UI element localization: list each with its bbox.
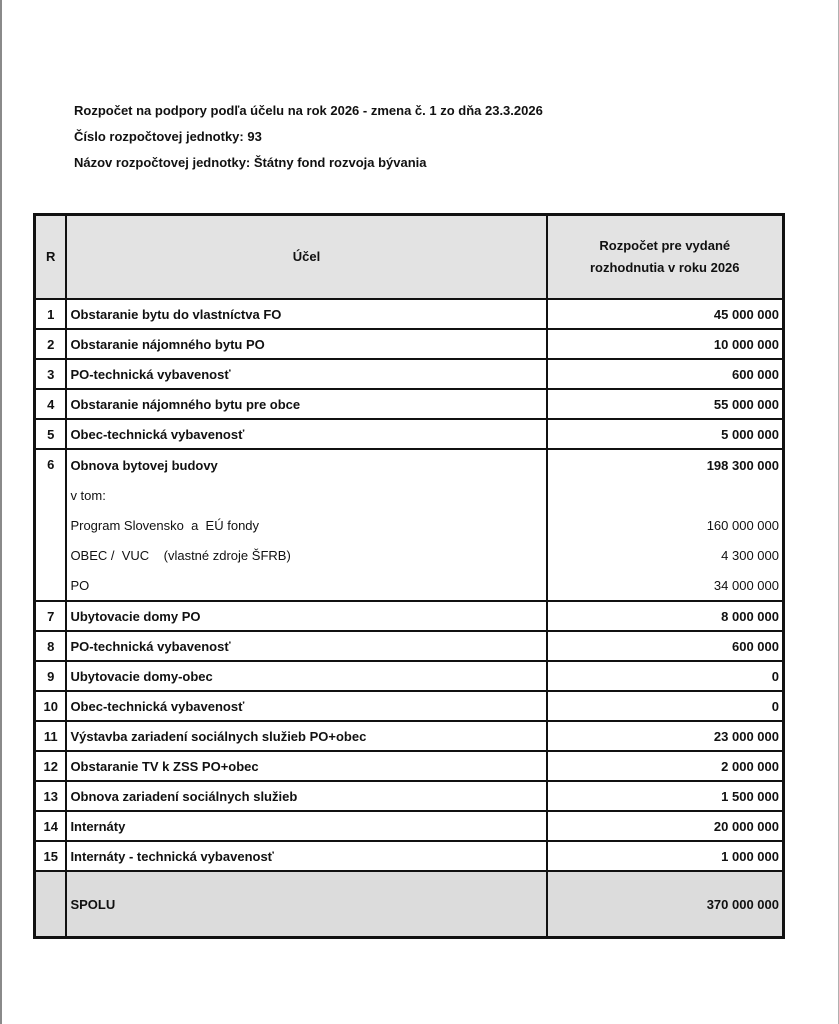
unit-name: Názov rozpočtovej jednotky: Štátny fond rozvoja bývania (74, 155, 427, 170)
breakdown-label: PO (66, 570, 546, 601)
table-header-row (35, 215, 784, 300)
page-edge-left (0, 0, 2, 1024)
row-amount: 198 300 000 (547, 449, 784, 480)
row-number: 15 (35, 841, 67, 871)
row-amount: 600 000 (547, 631, 784, 661)
row-label: Obnova bytovej budovy (66, 449, 546, 480)
column-header-ucel: Účel (66, 215, 546, 300)
table-row (35, 329, 784, 359)
table-row (35, 781, 784, 811)
total-row (35, 871, 784, 938)
table-row (35, 751, 784, 781)
table-row (35, 661, 784, 691)
row-number: 4 (35, 389, 67, 419)
total-amount: 370 000 000 (547, 871, 784, 938)
row-number: 13 (35, 781, 67, 811)
row-label: PO-technická vybavenosť (66, 359, 546, 389)
row-amount: 2 000 000 (547, 751, 784, 781)
row-number: 3 (35, 359, 67, 389)
row-amount: 5 000 000 (547, 419, 784, 449)
row-amount: 45 000 000 (547, 299, 784, 329)
budget-table (33, 213, 785, 939)
row-amount: 600 000 (547, 359, 784, 389)
column-header-r: R (35, 215, 67, 300)
row-label: Obstaranie nájomného bytu PO (66, 329, 546, 359)
table-row (35, 841, 784, 871)
document-title: Rozpočet na podpory podľa účelu na rok 2026 - zmena č. 1 zo dňa 23.3.2026 (74, 103, 543, 118)
column-header-amount (547, 215, 784, 300)
column-header-amount-line1: Rozpočet pre vydané (599, 238, 731, 253)
row-label: Ubytovacie domy-obec (66, 661, 546, 691)
row-number: 1 (35, 299, 67, 329)
row-amount: 10 000 000 (547, 329, 784, 359)
breakdown-intro-row (35, 480, 784, 510)
table-row (35, 721, 784, 751)
breakdown-label: Program Slovensko a EÚ fondy (66, 510, 546, 540)
row-amount: 8 000 000 (547, 601, 784, 631)
row-label: Internáty - technická vybavenosť (66, 841, 546, 871)
row-amount: 1 500 000 (547, 781, 784, 811)
row-number: 9 (35, 661, 67, 691)
row-number: 2 (35, 329, 67, 359)
row-label: PO-technická vybavenosť (66, 631, 546, 661)
row-number: 10 (35, 691, 67, 721)
table-row (35, 631, 784, 661)
breakdown-amount: 34 000 000 (547, 570, 784, 601)
row-number: 12 (35, 751, 67, 781)
total-number (35, 871, 67, 938)
row-label: Obstaranie bytu do vlastníctva FO (66, 299, 546, 329)
row-number: 14 (35, 811, 67, 841)
row-label: Obnova zariadení sociálnych služieb (66, 781, 546, 811)
row-amount: 0 (547, 661, 784, 691)
row-label: Obstaranie nájomného bytu pre obce (66, 389, 546, 419)
table-row (35, 691, 784, 721)
table-row (35, 449, 784, 480)
row-number: 6 (35, 449, 67, 601)
row-number: 8 (35, 631, 67, 661)
table-row (35, 359, 784, 389)
breakdown-intro-amount (547, 480, 784, 510)
table-row (35, 811, 784, 841)
document-header (74, 98, 543, 176)
row-amount: 1 000 000 (547, 841, 784, 871)
row-label: Internáty (66, 811, 546, 841)
table-row (35, 299, 784, 329)
row-amount: 55 000 000 (547, 389, 784, 419)
breakdown-amount: 4 300 000 (547, 540, 784, 570)
row-label: Ubytovacie domy PO (66, 601, 546, 631)
breakdown-amount: 160 000 000 (547, 510, 784, 540)
row-number: 5 (35, 419, 67, 449)
row-amount: 23 000 000 (547, 721, 784, 751)
table-row (35, 419, 784, 449)
row-number: 7 (35, 601, 67, 631)
table-row (35, 389, 784, 419)
breakdown-row (35, 570, 784, 601)
row-label: Obec-technická vybavenosť (66, 691, 546, 721)
row-label: Výstavba zariadení sociálnych služieb PO+obec (66, 721, 546, 751)
breakdown-label: OBEC / VUC (vlastné zdroje ŠFRB) (66, 540, 546, 570)
column-header-amount-line2: rozhodnutia v roku 2026 (589, 260, 740, 275)
total-label: SPOLU (66, 871, 546, 938)
table-row (35, 601, 784, 631)
row-label: Obec-technická vybavenosť (66, 419, 546, 449)
breakdown-row (35, 510, 784, 540)
row-number: 11 (35, 721, 67, 751)
row-amount: 0 (547, 691, 784, 721)
breakdown-row (35, 540, 784, 570)
breakdown-intro: v tom: (66, 480, 546, 510)
row-amount: 20 000 000 (547, 811, 784, 841)
row-label: Obstaranie TV k ZSS PO+obec (66, 751, 546, 781)
unit-number: Číslo rozpočtovej jednotky: 93 (74, 129, 262, 144)
